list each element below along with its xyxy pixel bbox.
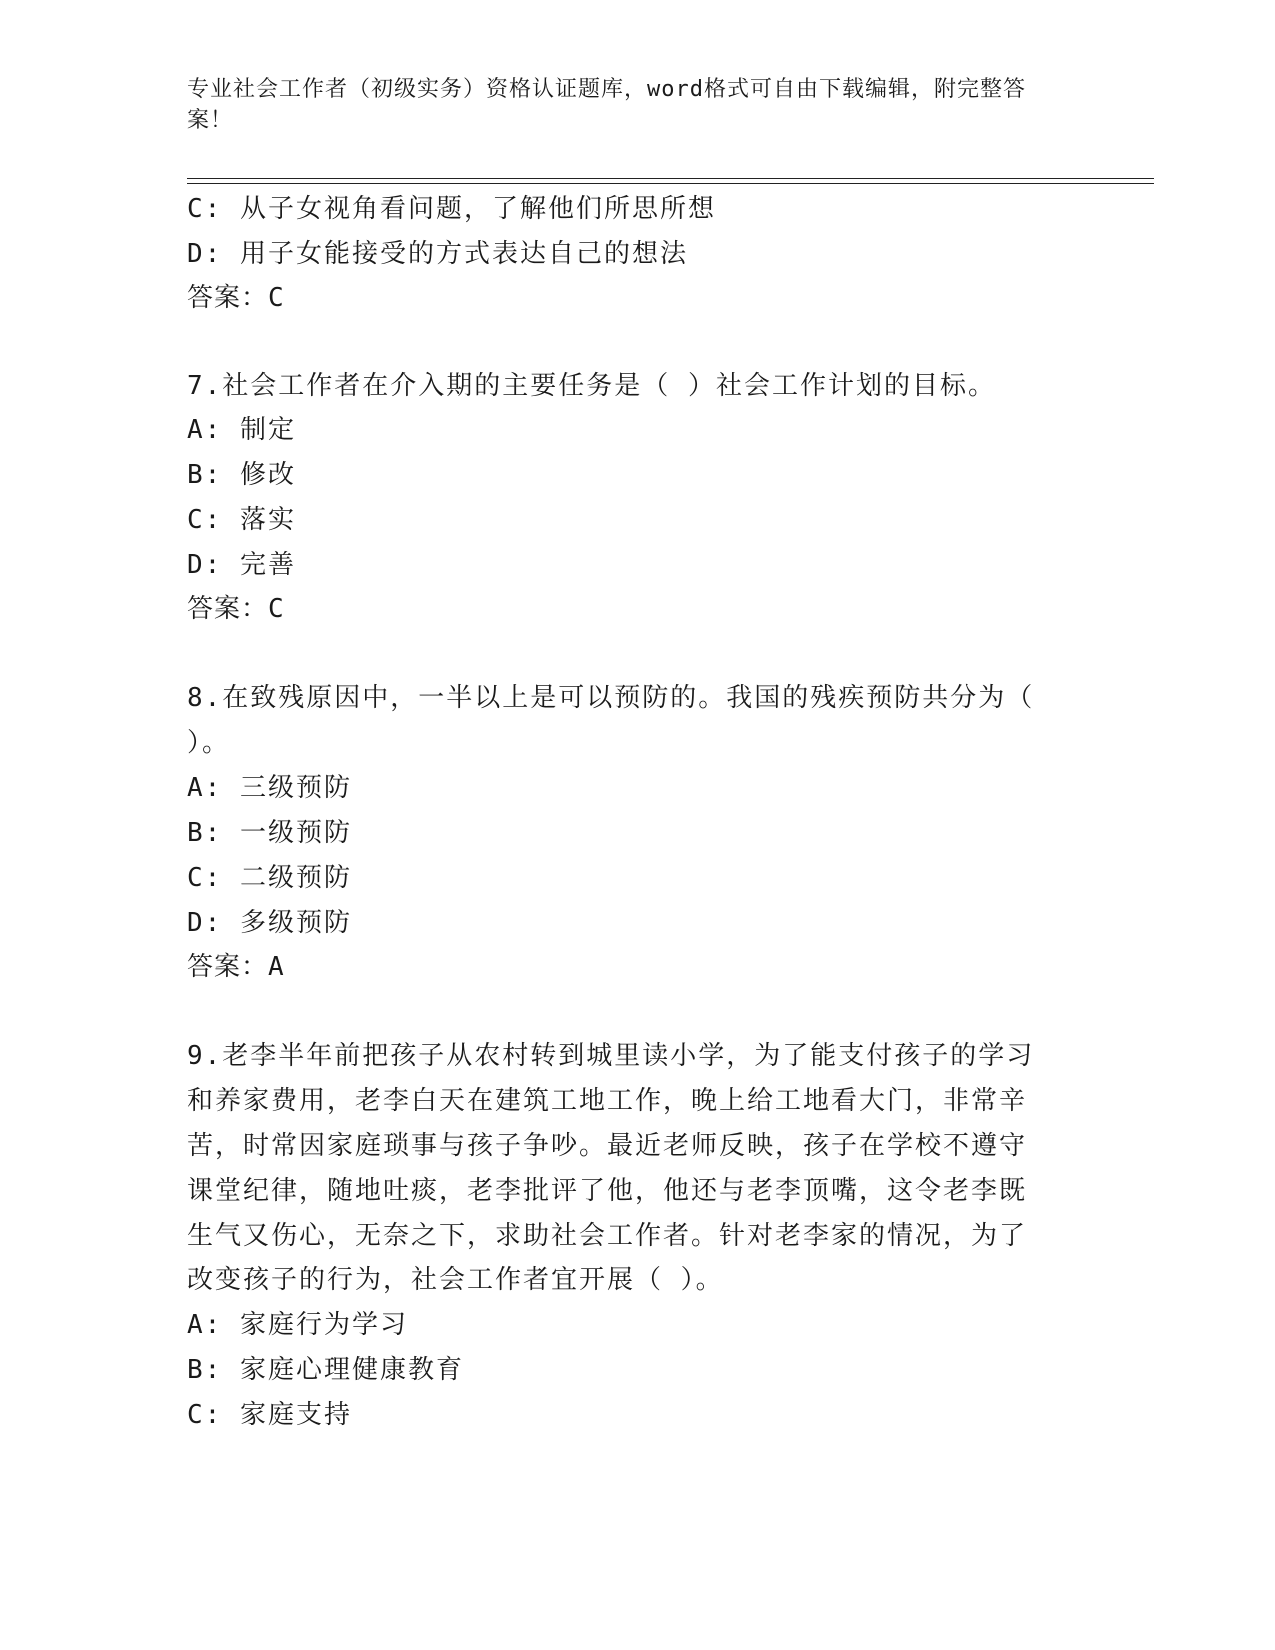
option-text: 家庭支持 — [239, 1400, 352, 1430]
option-label: D: — [187, 550, 223, 580]
option-line — [187, 412, 296, 448]
question-stem: 生气又伤心，无奈之下，求助社会工作者。针对老李家的情况，为了 — [187, 1221, 1028, 1251]
question-stem: 8.在致残原因中，一半以上是可以预防的。我国的残疾预防共分为（ — [187, 683, 1035, 713]
answer-line — [187, 280, 285, 316]
option-line — [187, 457, 296, 493]
question-stem: 课堂纪律，随地吐痰，老李批评了他，他还与老李顶嘴，这令老李既 — [187, 1176, 1028, 1206]
option-label: A: — [187, 773, 223, 803]
option-label: C: — [187, 194, 223, 224]
header-divider-bottom — [187, 183, 1154, 184]
option-line — [187, 815, 352, 851]
option-label: B: — [187, 1355, 223, 1385]
answer-label: 答案： — [187, 283, 269, 313]
option-text: 家庭心理健康教育 — [239, 1355, 464, 1385]
question-stem: 和养家费用，老李白天在建筑工地工作，晚上给工地看大门，非常辛 — [187, 1086, 1028, 1116]
option-line — [187, 1352, 464, 1388]
answer-line — [187, 949, 285, 985]
option-label: A: — [187, 415, 223, 445]
option-line — [187, 236, 688, 272]
option-line — [187, 191, 716, 227]
option-text: 一级预防 — [239, 818, 352, 848]
option-text: 落实 — [239, 505, 296, 535]
option-label: C: — [187, 863, 223, 893]
question-stem: 改变孩子的行为，社会工作者宜开展（ ）。 — [187, 1265, 724, 1295]
option-label: C: — [187, 505, 223, 535]
option-text: 完善 — [239, 550, 296, 580]
option-label: D: — [187, 239, 223, 269]
option-label: D: — [187, 908, 223, 938]
option-line — [187, 1307, 408, 1343]
question-stem: 苦，时常因家庭琐事与孩子争吵。最近老师反映，孩子在学校不遵守 — [187, 1131, 1028, 1161]
option-text: 用子女能接受的方式表达自己的想法 — [239, 239, 688, 269]
option-line — [187, 547, 296, 583]
option-text: 修改 — [239, 460, 296, 490]
option-text: 三级预防 — [239, 773, 352, 803]
option-line — [187, 860, 352, 896]
answer-value: A — [268, 952, 285, 982]
option-line — [187, 1397, 352, 1433]
option-text: 家庭行为学习 — [239, 1310, 408, 1340]
question-stem: 7.社会工作者在介入期的主要任务是（ ）社会工作计划的目标。 — [187, 371, 996, 401]
answer-value: C — [268, 283, 285, 313]
answer-value: C — [268, 594, 285, 624]
option-text: 从子女视角看问题，了解他们所思所想 — [239, 194, 716, 224]
answer-label: 答案： — [187, 952, 269, 982]
answer-line — [187, 591, 285, 627]
option-label: A: — [187, 1310, 223, 1340]
document-header: 专业社会工作者（初级实务）资格认证题库，word格式可自由下载编辑，附完整答案！ — [187, 77, 1026, 133]
question-stem: 9.老李半年前把孩子从农村转到城里读小学，为了能支付孩子的学习 — [187, 1041, 1035, 1071]
option-text: 二级预防 — [239, 863, 352, 893]
option-line — [187, 770, 352, 806]
option-label: B: — [187, 460, 223, 490]
option-text: 多级预防 — [239, 908, 352, 938]
header-divider-top — [187, 178, 1154, 179]
answer-label: 答案： — [187, 594, 269, 624]
option-line — [187, 905, 352, 941]
question-stem: ）。 — [187, 728, 231, 758]
option-text: 制定 — [239, 415, 296, 445]
option-line — [187, 502, 296, 538]
option-label: B: — [187, 818, 223, 848]
option-label: C: — [187, 1400, 223, 1430]
